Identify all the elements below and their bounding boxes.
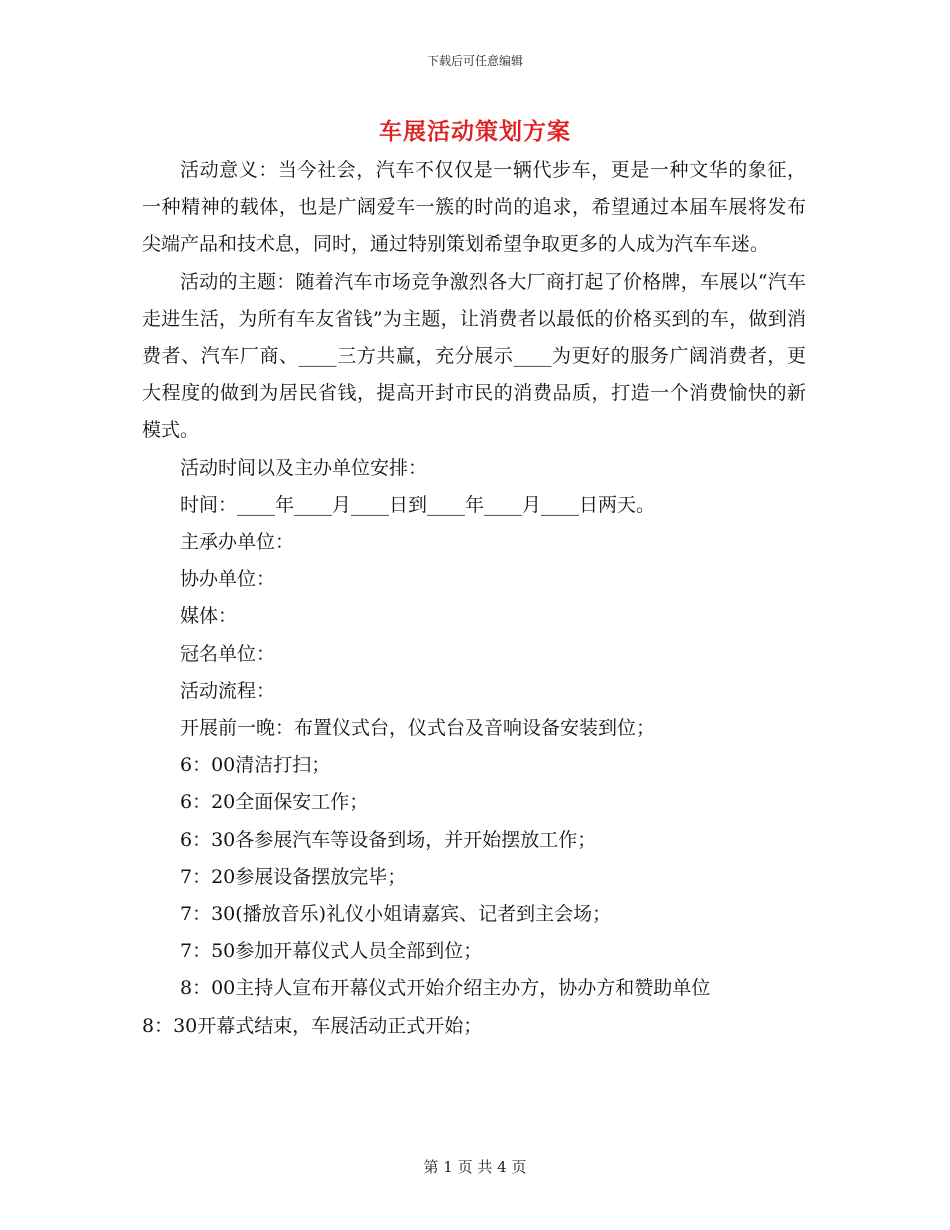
page-number: 第 1 页 共 4 页 bbox=[423, 1158, 527, 1176]
schedule-item: 7：30(播放音乐)礼仪小姐请嘉宾、记者到主会场； bbox=[180, 903, 612, 926]
document-title: 车展活动策划方案 bbox=[379, 119, 571, 145]
paragraph-media: 媒体： bbox=[180, 605, 238, 628]
paragraph-theme: 活动的主题：随着汽车市场竞争激烈各大厂商打起了价格牌，车展以“汽车走进生活，为所有车友省钱”为主题，让消费者以最低的价格买到的车，做到消费者、汽车厂商、____三方共赢，充分展示____为更好的服务广阔消费者，更大程度的做到为居民省钱，提高开封市民的消费品质，打造一个消费愉快的新模式。 bbox=[142, 270, 806, 442]
paragraph-co-organizer: 协办单位： bbox=[180, 568, 276, 591]
page-header-note: 下载后可任意编辑 bbox=[426, 54, 523, 68]
paragraph-time: 时间：____年____月____日到____年____月____日两天。 bbox=[180, 493, 656, 516]
paragraph-significance: 活动意义：当今社会，汽车不仅仅是一辆代步车，更是一种文华的象征，一种精神的载体，也是广阔爱车一簇的时尚的追求，希望通过本届车展将发布尖端产品和技术息，同时，通过特别策划希望争取更多的人成为汽车车迷。 bbox=[142, 159, 806, 256]
paragraph-title-sponsor: 冠名单位： bbox=[180, 642, 276, 665]
schedule-item: 6：30各参展汽车等设备到场，并开始摆放工作； bbox=[180, 828, 597, 851]
paragraph-organizer: 主承办单位： bbox=[180, 531, 295, 554]
paragraph-night-before: 开展前一晚：布置仪式台，仪式台及音响设备安装到位； bbox=[180, 717, 656, 740]
schedule-item: 7：20参展设备摆放完毕； bbox=[180, 865, 407, 888]
schedule-item: 6：00清洁打扫； bbox=[180, 754, 331, 777]
document-body bbox=[142, 152, 806, 1045]
schedule-item: 8：30开幕式结束，车展活动正式开始； bbox=[142, 1014, 483, 1037]
schedule-item: 7：50参加开幕仪式人员全部到位； bbox=[180, 940, 483, 963]
paragraph-process-heading: 活动流程： bbox=[180, 679, 276, 702]
schedule-item: 6：20全面保安工作； bbox=[180, 791, 369, 814]
paragraph-schedule-heading: 活动时间以及主办单位安排： bbox=[180, 456, 428, 479]
schedule-item: 8：00主持人宣布开幕仪式开始介绍主办方，协办方和赞助单位 bbox=[180, 977, 711, 1000]
